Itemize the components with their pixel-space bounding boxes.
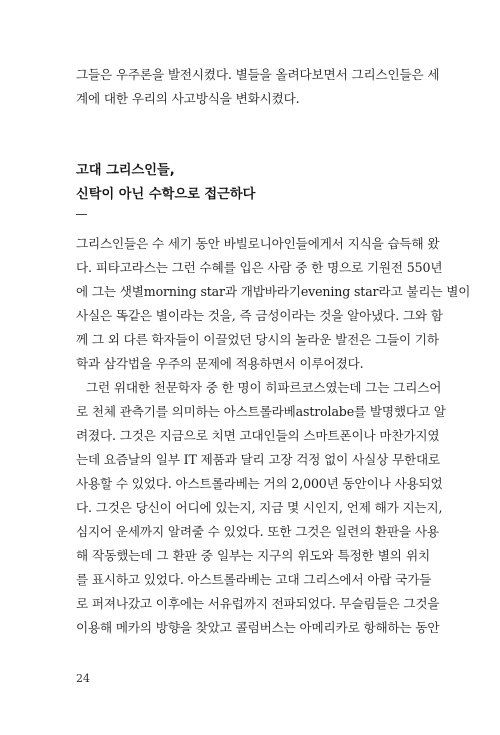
body-text-line: 학과 삼각법을 우주의 문제에 적용하면서 이루어졌다. [76,356,364,371]
body-text-line: 려졌다. 그것은 지금으로 치면 고대인들의 스마트폰이나 마찬가지였 [76,428,440,443]
body-text-line: 로 천체 관측기를 의미하는 아스트롤라베astrolabe를 발명했다고 알 [76,404,446,419]
heading-rule [76,214,87,215]
body-text-line: 께 그 외 다른 학자들이 이끌었던 당시의 놀라운 발전은 그들이 기하 [76,332,439,347]
body-text-line: 해 작동했는데 그 환판 중 일부는 지구의 위도와 특정한 별의 위치 [76,548,430,563]
body-text-line: 이용해 메카의 방향을 찾았고 콜럼버스는 아메리카로 항해하는 동안 [76,620,440,635]
section-heading-line-2: 신탁이 아닌 수학으로 접근하다 [76,187,256,202]
section-heading-line-1: 고대 그리스인들, [76,163,175,178]
body-text-line: 는데 요즘날의 일부 IT 제품과 달리 고장 걱정 없이 사실상 무한대로 [76,452,441,467]
body-text-line: 계에 대한 우리의 사고방식을 변화시켰다. [76,91,300,106]
body-text-line: 사용할 수 있었다. 아스트롤라베는 거의 2,000년 동안이나 사용되었 [76,476,443,491]
body-text-line: 그들은 우주론을 발전시켰다. 별들을 올려다보면서 그리스인들은 세 [76,67,440,82]
body-text-line: 로 퍼져나갔고 이후에는 서유럽까지 전파되었다. 무슬림들은 그것을 [76,596,440,611]
body-text-line: 다. 피타고라스는 그런 수혜를 입은 사람 중 한 명으로 기원전 550년 [76,260,443,275]
body-text-line: 사실은 똑같은 별이라는 것을, 즉 금성이라는 것을 알아냈다. 그와 함 [76,308,443,323]
page-number: 24 [76,672,90,685]
body-text-line: 를 표시하고 있었다. 아스트롤라베는 고대 그리스에서 아랍 국가들 [76,572,432,587]
body-text-line: 심지어 운세까지 알려줄 수 있었다. 또한 그것은 일련의 환판을 사용 [76,524,439,539]
body-text-line: 에 그는 샛별morning star과 개밥바라기evening star라고 불리는 별이 [76,284,471,299]
body-text-line: 다. 그것은 당신이 어디에 있는지, 지금 몇 시인지, 언제 해가 지는지, [76,500,443,515]
body-text-line: 그리스인들은 수 세기 동안 바빌로니아인들에게서 지식을 습득해 왔 [76,236,440,251]
body-text-line: 그런 위대한 천문학자 중 한 명이 히파르코스였는데 그는 그리스어 [86,380,442,395]
